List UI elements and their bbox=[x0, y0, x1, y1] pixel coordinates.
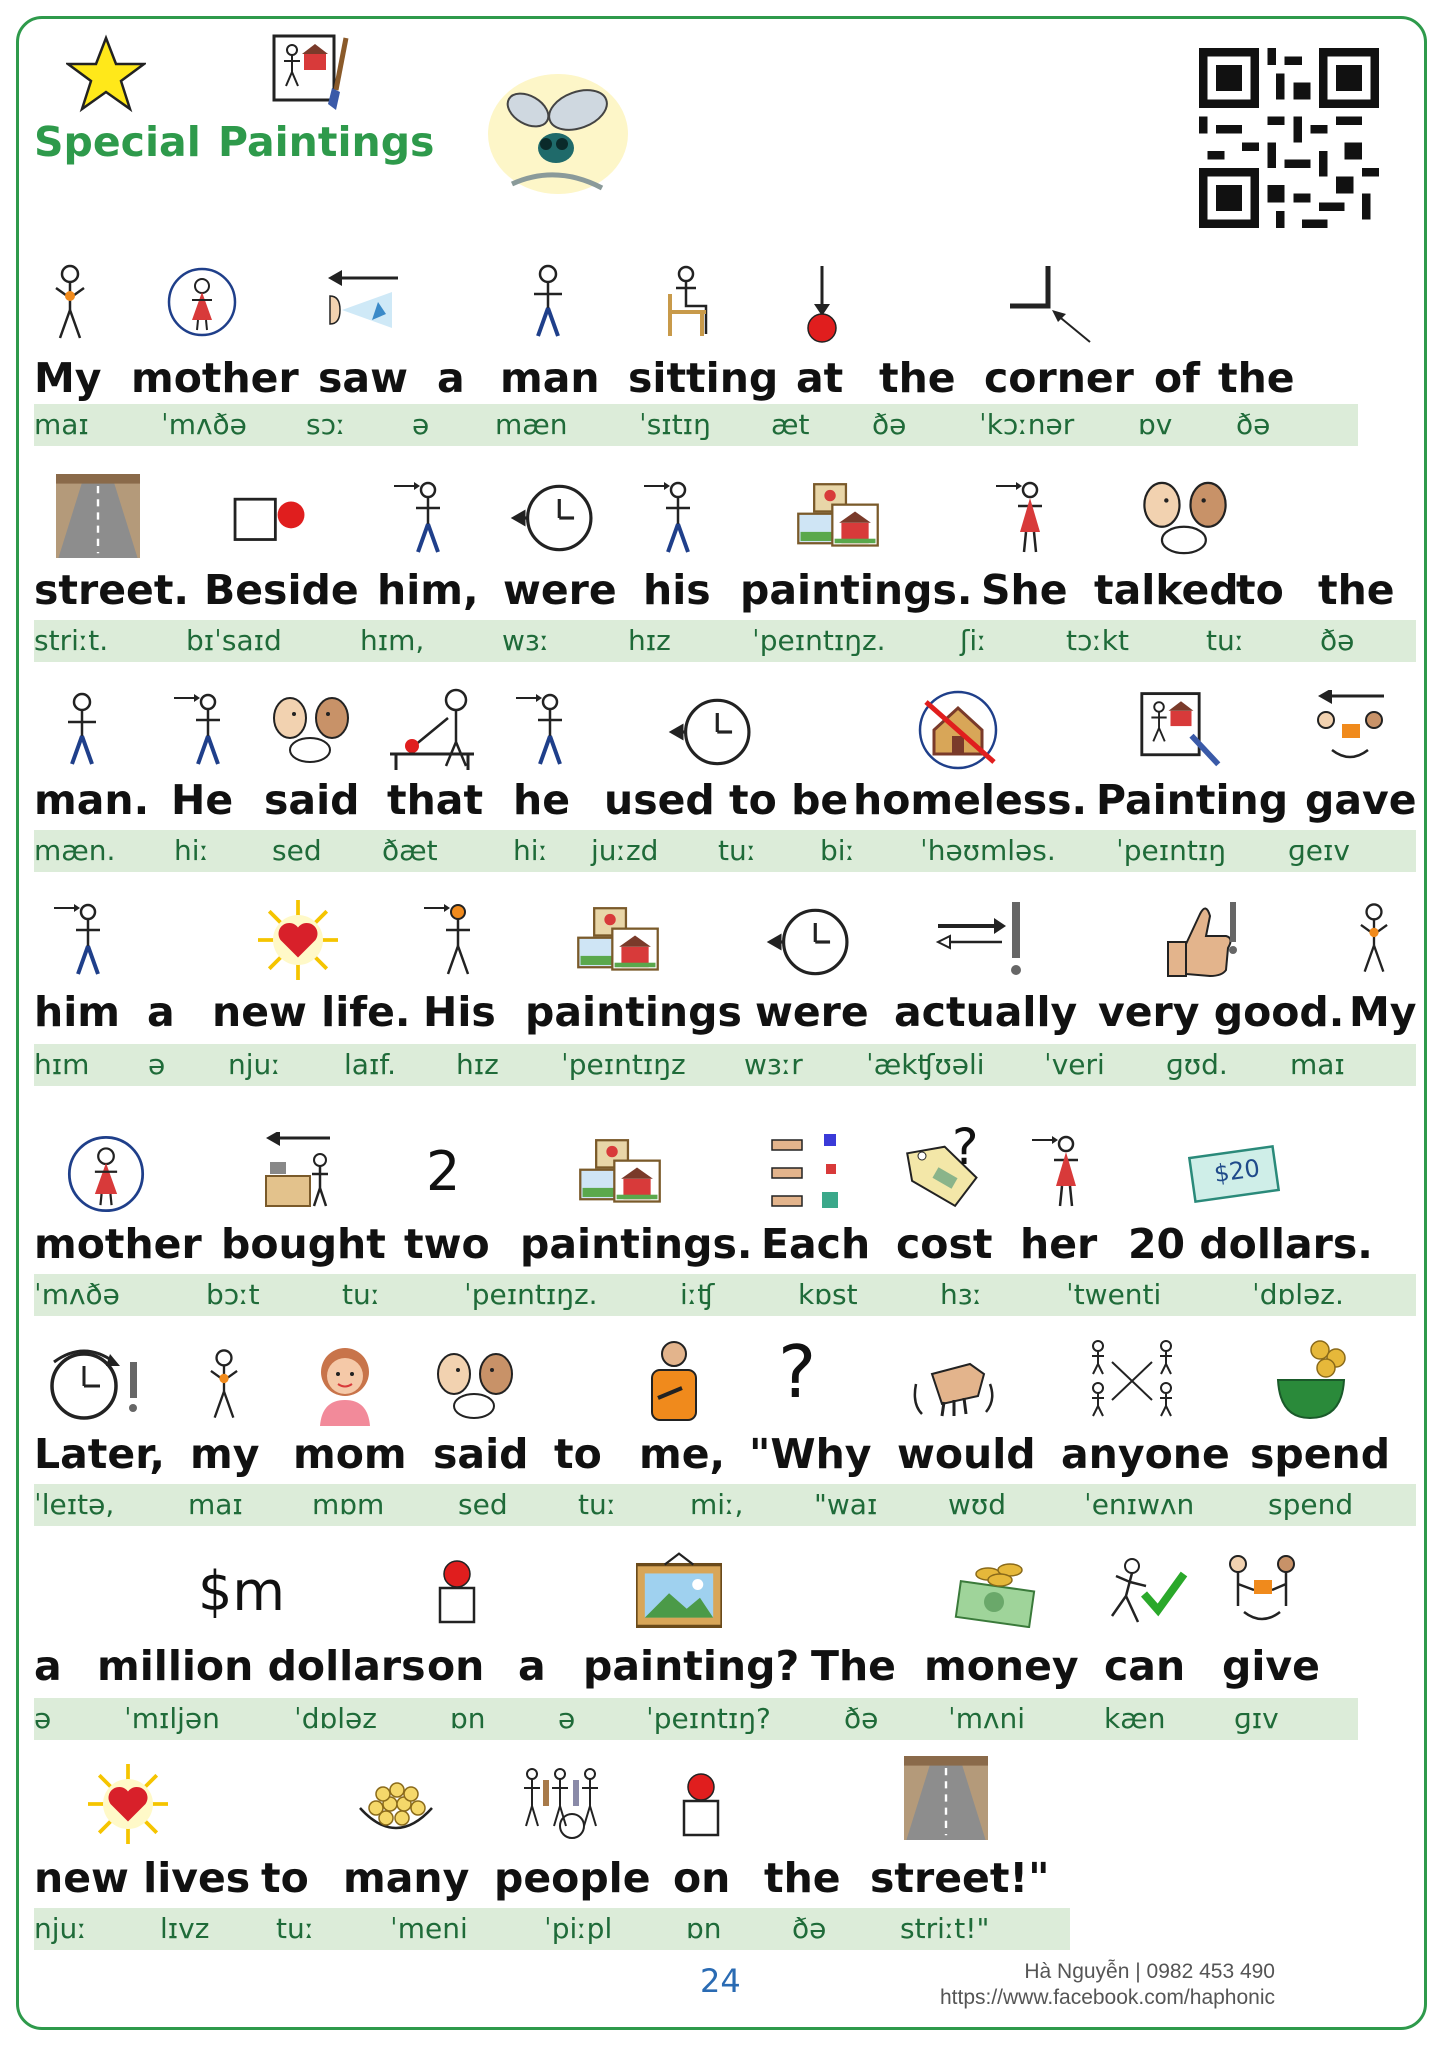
talk-icon bbox=[270, 690, 352, 770]
word-street: street. bbox=[34, 566, 190, 614]
ipa-text: maɪ bbox=[188, 1488, 243, 1521]
beside-icon bbox=[232, 488, 312, 544]
word-20-dollars: 20 dollars. bbox=[1128, 1220, 1373, 1268]
ipa-text: bɔːt bbox=[206, 1278, 260, 1311]
framed-picture-icon bbox=[636, 1552, 722, 1628]
word-a: a bbox=[34, 1642, 62, 1690]
word-his: his bbox=[643, 566, 711, 614]
clock-past-icon bbox=[758, 904, 862, 980]
ipa-text: mæn bbox=[495, 408, 568, 441]
number-two-symbol: 2 bbox=[426, 1140, 461, 1203]
pointer-icon bbox=[170, 690, 230, 770]
fingers-point-icon bbox=[768, 1132, 844, 1214]
fly-icon bbox=[482, 64, 638, 204]
ipa-text: ˈenɪwʌn bbox=[1084, 1488, 1195, 1521]
ipa-text: ˈveri bbox=[1044, 1048, 1105, 1081]
love-heart-icon bbox=[258, 900, 338, 980]
ipa-text: ɡɪv bbox=[1234, 1702, 1279, 1735]
word-money: money bbox=[924, 1642, 1079, 1690]
ipa-text: hiː bbox=[174, 834, 209, 867]
ipa-text: striːt. bbox=[34, 624, 109, 657]
ipa-text: ɡeɪv bbox=[1288, 834, 1350, 867]
ipa-text: tuː bbox=[342, 1278, 381, 1311]
ipa-text: ɒn bbox=[450, 1702, 486, 1735]
ipa-text: wɜː bbox=[502, 624, 550, 657]
ipa-text: juːzd bbox=[591, 834, 659, 867]
word-on: on bbox=[673, 1854, 731, 1902]
word-corner: corner bbox=[984, 354, 1134, 402]
ipa-text: sed bbox=[272, 834, 322, 867]
ipa-text: ˈmʌðə bbox=[161, 408, 247, 441]
word-the: The bbox=[811, 1642, 896, 1690]
ipa-text: tuː bbox=[276, 1912, 315, 1945]
mother-icon bbox=[66, 1134, 146, 1214]
ipa-text: ɒv bbox=[1138, 408, 1173, 441]
word-paintings: paintings. bbox=[520, 1220, 753, 1268]
ipa-text: ˈpeɪntɪŋz. bbox=[752, 624, 886, 657]
word-give: give bbox=[1222, 1642, 1320, 1690]
word-very-good: very good. bbox=[1098, 988, 1345, 1036]
ipa-text: ə bbox=[148, 1048, 166, 1081]
ipa-text: ˈleɪtə, bbox=[34, 1488, 115, 1521]
me-icon bbox=[638, 1340, 710, 1424]
clock-past-icon bbox=[660, 694, 764, 770]
ipa-text: mɒm bbox=[312, 1488, 385, 1521]
ipa-text: ɡʊd. bbox=[1166, 1048, 1228, 1081]
road-icon bbox=[56, 474, 140, 558]
sit-icon bbox=[656, 264, 726, 340]
ipa-text: ˈpiːpl bbox=[544, 1912, 613, 1945]
ipa-text: ˈtwenti bbox=[1066, 1278, 1162, 1311]
word-each: Each bbox=[761, 1220, 871, 1268]
talk-icon bbox=[1140, 476, 1230, 560]
ipa-text: ˈpeɪntɪŋ? bbox=[646, 1702, 771, 1735]
ipa-text: ɒn bbox=[686, 1912, 722, 1945]
header-label-paintings: Paintings bbox=[218, 118, 435, 166]
word-the: the bbox=[1318, 566, 1395, 614]
word-she: She bbox=[981, 566, 1068, 614]
ipa-text: ə bbox=[34, 1702, 52, 1735]
ipa-text: ðæt bbox=[382, 834, 438, 867]
ipa-text: kɒst bbox=[798, 1278, 858, 1311]
ipa-text: ðə bbox=[792, 1912, 827, 1945]
ipa-text: njuː bbox=[228, 1048, 281, 1081]
later-clock-icon bbox=[40, 1342, 144, 1424]
word-were: were bbox=[755, 988, 869, 1036]
word-were: were bbox=[503, 566, 617, 614]
ipa-text: miː, bbox=[690, 1488, 744, 1521]
ipa-text: ʃiː bbox=[960, 624, 987, 657]
ipa-text: mæn. bbox=[34, 834, 116, 867]
ipa-text: ˈdɒləz bbox=[294, 1702, 377, 1735]
word-on: on bbox=[427, 1642, 485, 1690]
word-many: many bbox=[343, 1854, 470, 1902]
word-homeless: homeless. bbox=[853, 776, 1088, 824]
person-icon bbox=[52, 690, 112, 770]
love-heart-icon bbox=[88, 1764, 168, 1844]
word-new-lives: new lives bbox=[34, 1854, 251, 1902]
page-number: 24 bbox=[700, 1962, 741, 2000]
road-icon bbox=[904, 1756, 988, 1840]
ipa-text: iːʧ bbox=[680, 1278, 715, 1311]
word-to: to bbox=[261, 1854, 309, 1902]
ipa-text: striːt!" bbox=[900, 1912, 990, 1945]
pointer-icon bbox=[50, 900, 110, 980]
word-would: would bbox=[897, 1430, 1036, 1478]
word-my: My bbox=[34, 354, 102, 402]
on-icon bbox=[672, 1768, 730, 1840]
mother-icon bbox=[166, 266, 238, 338]
word-street: street!" bbox=[870, 1854, 1050, 1902]
ipa-text: ˈsɪtɪŋ bbox=[639, 408, 711, 441]
pointer-woman-icon bbox=[992, 478, 1052, 558]
ipa-text: ˈmeni bbox=[390, 1912, 468, 1945]
word-painting: Painting bbox=[1096, 776, 1289, 824]
word-million-dollars: million dollars bbox=[97, 1642, 426, 1690]
person-icon bbox=[40, 264, 100, 340]
ipa-text: æt bbox=[771, 408, 810, 441]
word-me: me, bbox=[639, 1430, 726, 1478]
ipa-text: hɜː bbox=[940, 1278, 983, 1311]
table-icon bbox=[388, 688, 476, 770]
word-said: said bbox=[433, 1430, 529, 1478]
word-a: a bbox=[518, 1642, 546, 1690]
can-icon bbox=[1102, 1556, 1188, 1628]
ipa-text: ˈpeɪntɪŋz bbox=[561, 1048, 686, 1081]
word-talked: talked bbox=[1094, 566, 1239, 614]
actually-icon bbox=[930, 898, 1026, 980]
person-icon bbox=[196, 1344, 252, 1424]
header-label-special: Special bbox=[34, 118, 201, 166]
ipa-text: ˈpeɪntɪŋz. bbox=[464, 1278, 598, 1311]
word-the: the bbox=[879, 354, 956, 402]
word-cost: cost bbox=[896, 1220, 993, 1268]
ipa-text: sed bbox=[458, 1488, 508, 1521]
ipa-text: maɪ bbox=[34, 408, 89, 441]
ipa-text: hɪz bbox=[456, 1048, 499, 1081]
word-mother: mother bbox=[34, 1220, 202, 1268]
word-he: he bbox=[513, 776, 570, 824]
ipa-text: ə bbox=[558, 1702, 576, 1735]
word-to: to bbox=[554, 1430, 602, 1478]
ipa-text: ˈækʧʊəli bbox=[866, 1048, 985, 1081]
corner-icon bbox=[1004, 264, 1096, 344]
word-saw: saw bbox=[318, 354, 408, 402]
balls-icon bbox=[356, 1778, 436, 1838]
ipa-text: hɪz bbox=[628, 624, 671, 657]
painting-icon bbox=[270, 30, 360, 114]
word-paintings: paintings bbox=[525, 988, 742, 1036]
word-he: He bbox=[171, 776, 234, 824]
painting-icon bbox=[1138, 686, 1224, 770]
word-her: her bbox=[1020, 1220, 1098, 1268]
anyone-icon bbox=[1084, 1338, 1180, 1424]
ipa-text: tuː bbox=[1206, 624, 1245, 657]
word-new-life: new life. bbox=[212, 988, 411, 1036]
pointer-icon bbox=[390, 478, 450, 558]
thumbs-up-icon bbox=[1160, 896, 1242, 980]
paintings-icon bbox=[796, 478, 880, 554]
see-icon bbox=[322, 266, 402, 336]
word-actually: actually bbox=[894, 988, 1078, 1036]
ipa-text: "waɪ bbox=[814, 1488, 878, 1521]
ipa-text: tuː bbox=[578, 1488, 617, 1521]
word-him: him, bbox=[377, 566, 479, 614]
mom-face-icon bbox=[310, 1342, 380, 1426]
word-why: "Why bbox=[749, 1430, 872, 1478]
on-icon bbox=[428, 1556, 486, 1626]
ipa-text: wʊd bbox=[948, 1488, 1006, 1521]
word-the: the bbox=[1218, 354, 1295, 402]
word-can: can bbox=[1104, 1642, 1186, 1690]
word-of: of bbox=[1154, 354, 1201, 402]
word-my: My bbox=[1349, 988, 1417, 1036]
word-people: people bbox=[494, 1854, 651, 1902]
ipa-text: ˈmʌðə bbox=[34, 1278, 120, 1311]
ipa-text: maɪ bbox=[1290, 1048, 1345, 1081]
word-him: him bbox=[34, 988, 120, 1036]
person-icon bbox=[518, 264, 578, 340]
ipa-text: ðə bbox=[1320, 624, 1355, 657]
author-url[interactable]: https://www.facebook.com/haphonic bbox=[939, 1986, 1275, 2009]
word-man: man. bbox=[34, 776, 150, 824]
ipa-text: ˈdɒləz. bbox=[1252, 1278, 1344, 1311]
word-a: a bbox=[147, 988, 175, 1036]
ipa-text: ðə bbox=[1236, 408, 1271, 441]
ipa-text: spend bbox=[1268, 1488, 1354, 1521]
at-icon bbox=[802, 264, 842, 344]
word-spend: spend bbox=[1250, 1430, 1391, 1478]
give-icon bbox=[1308, 690, 1392, 770]
pointer-woman-icon bbox=[1028, 1132, 1088, 1212]
pointer-icon bbox=[640, 478, 700, 558]
word-a: a bbox=[437, 354, 465, 402]
ipa-text: ˈmʌni bbox=[948, 1702, 1026, 1735]
ipa-text: biː bbox=[820, 834, 855, 867]
people-icon bbox=[520, 1766, 604, 1842]
ipa-text: hiː bbox=[513, 834, 548, 867]
ipa-text: laɪf. bbox=[344, 1048, 397, 1081]
question-mark-symbol: ? bbox=[778, 1330, 817, 1414]
pointer-orange-icon bbox=[420, 900, 480, 980]
word-man: man bbox=[500, 354, 600, 402]
word-bought: bought bbox=[221, 1220, 386, 1268]
ipa-text: hɪm bbox=[34, 1048, 90, 1081]
question-mark-symbol: ? bbox=[952, 1118, 979, 1176]
money-icon bbox=[950, 1560, 1038, 1628]
ipa-text: tɔːkt bbox=[1066, 624, 1129, 657]
word-later: Later, bbox=[34, 1430, 165, 1478]
ipa-text: ðə bbox=[844, 1702, 879, 1735]
word-gave: gave bbox=[1305, 776, 1417, 824]
talk-icon bbox=[434, 1346, 516, 1426]
purse-icon bbox=[1270, 1338, 1356, 1422]
person-icon bbox=[1346, 898, 1402, 978]
ipa-text: kæn bbox=[1104, 1702, 1166, 1735]
author-credit: Hà Nguyễn | 0982 453 490 bbox=[1024, 1960, 1275, 1983]
hand-wave-icon bbox=[908, 1344, 998, 1422]
word-the: the bbox=[764, 1854, 841, 1902]
ipa-text: bɪˈsaɪd bbox=[186, 624, 282, 657]
ipa-text: ðə bbox=[872, 408, 907, 441]
word-his: His bbox=[423, 988, 496, 1036]
word-to: to bbox=[1236, 566, 1284, 614]
give-icon bbox=[1220, 1550, 1304, 1630]
pointer-icon bbox=[512, 690, 572, 770]
word-beside: Beside bbox=[204, 566, 359, 614]
ipa-text: lɪvz bbox=[160, 1912, 210, 1945]
ipa-text: hɪm, bbox=[360, 624, 425, 657]
star-icon bbox=[66, 34, 146, 114]
ipa-text: sɔː bbox=[306, 408, 346, 441]
word-said: said bbox=[264, 776, 360, 824]
word-mother: mother bbox=[131, 354, 299, 402]
word-that: that bbox=[387, 776, 484, 824]
word-mom: mom bbox=[293, 1430, 407, 1478]
clock-past-icon bbox=[502, 480, 606, 556]
ipa-text: ˈmɪljən bbox=[124, 1702, 220, 1735]
ipa-text: wɜːr bbox=[744, 1048, 803, 1081]
word-two: two bbox=[404, 1220, 490, 1268]
paintings-icon bbox=[576, 902, 660, 978]
word-paintings: paintings. bbox=[740, 566, 973, 614]
qr-code-icon bbox=[1198, 48, 1380, 228]
word-painting: painting? bbox=[583, 1642, 800, 1690]
paintings-icon bbox=[578, 1134, 662, 1210]
banknote-label: $20 bbox=[1212, 1153, 1262, 1189]
word-sitting: sitting bbox=[628, 354, 779, 402]
ipa-text: ˈkɔːnər bbox=[979, 408, 1075, 441]
word-at: at bbox=[796, 354, 844, 402]
dollar-million-symbol: $m bbox=[198, 1560, 285, 1623]
homeless-icon bbox=[914, 688, 1002, 772]
buy-icon bbox=[258, 1132, 334, 1212]
word-my: my bbox=[190, 1430, 260, 1478]
ipa-text: ˈhəʊmləs. bbox=[920, 834, 1056, 867]
ipa-text: njuː bbox=[34, 1912, 87, 1945]
ipa-text: tuː bbox=[718, 834, 757, 867]
word-used-to-be: used to be bbox=[604, 776, 849, 824]
word-anyone: anyone bbox=[1061, 1430, 1230, 1478]
ipa-text: ə bbox=[412, 408, 430, 441]
ipa-text: ˈpeɪntɪŋ bbox=[1116, 834, 1226, 867]
